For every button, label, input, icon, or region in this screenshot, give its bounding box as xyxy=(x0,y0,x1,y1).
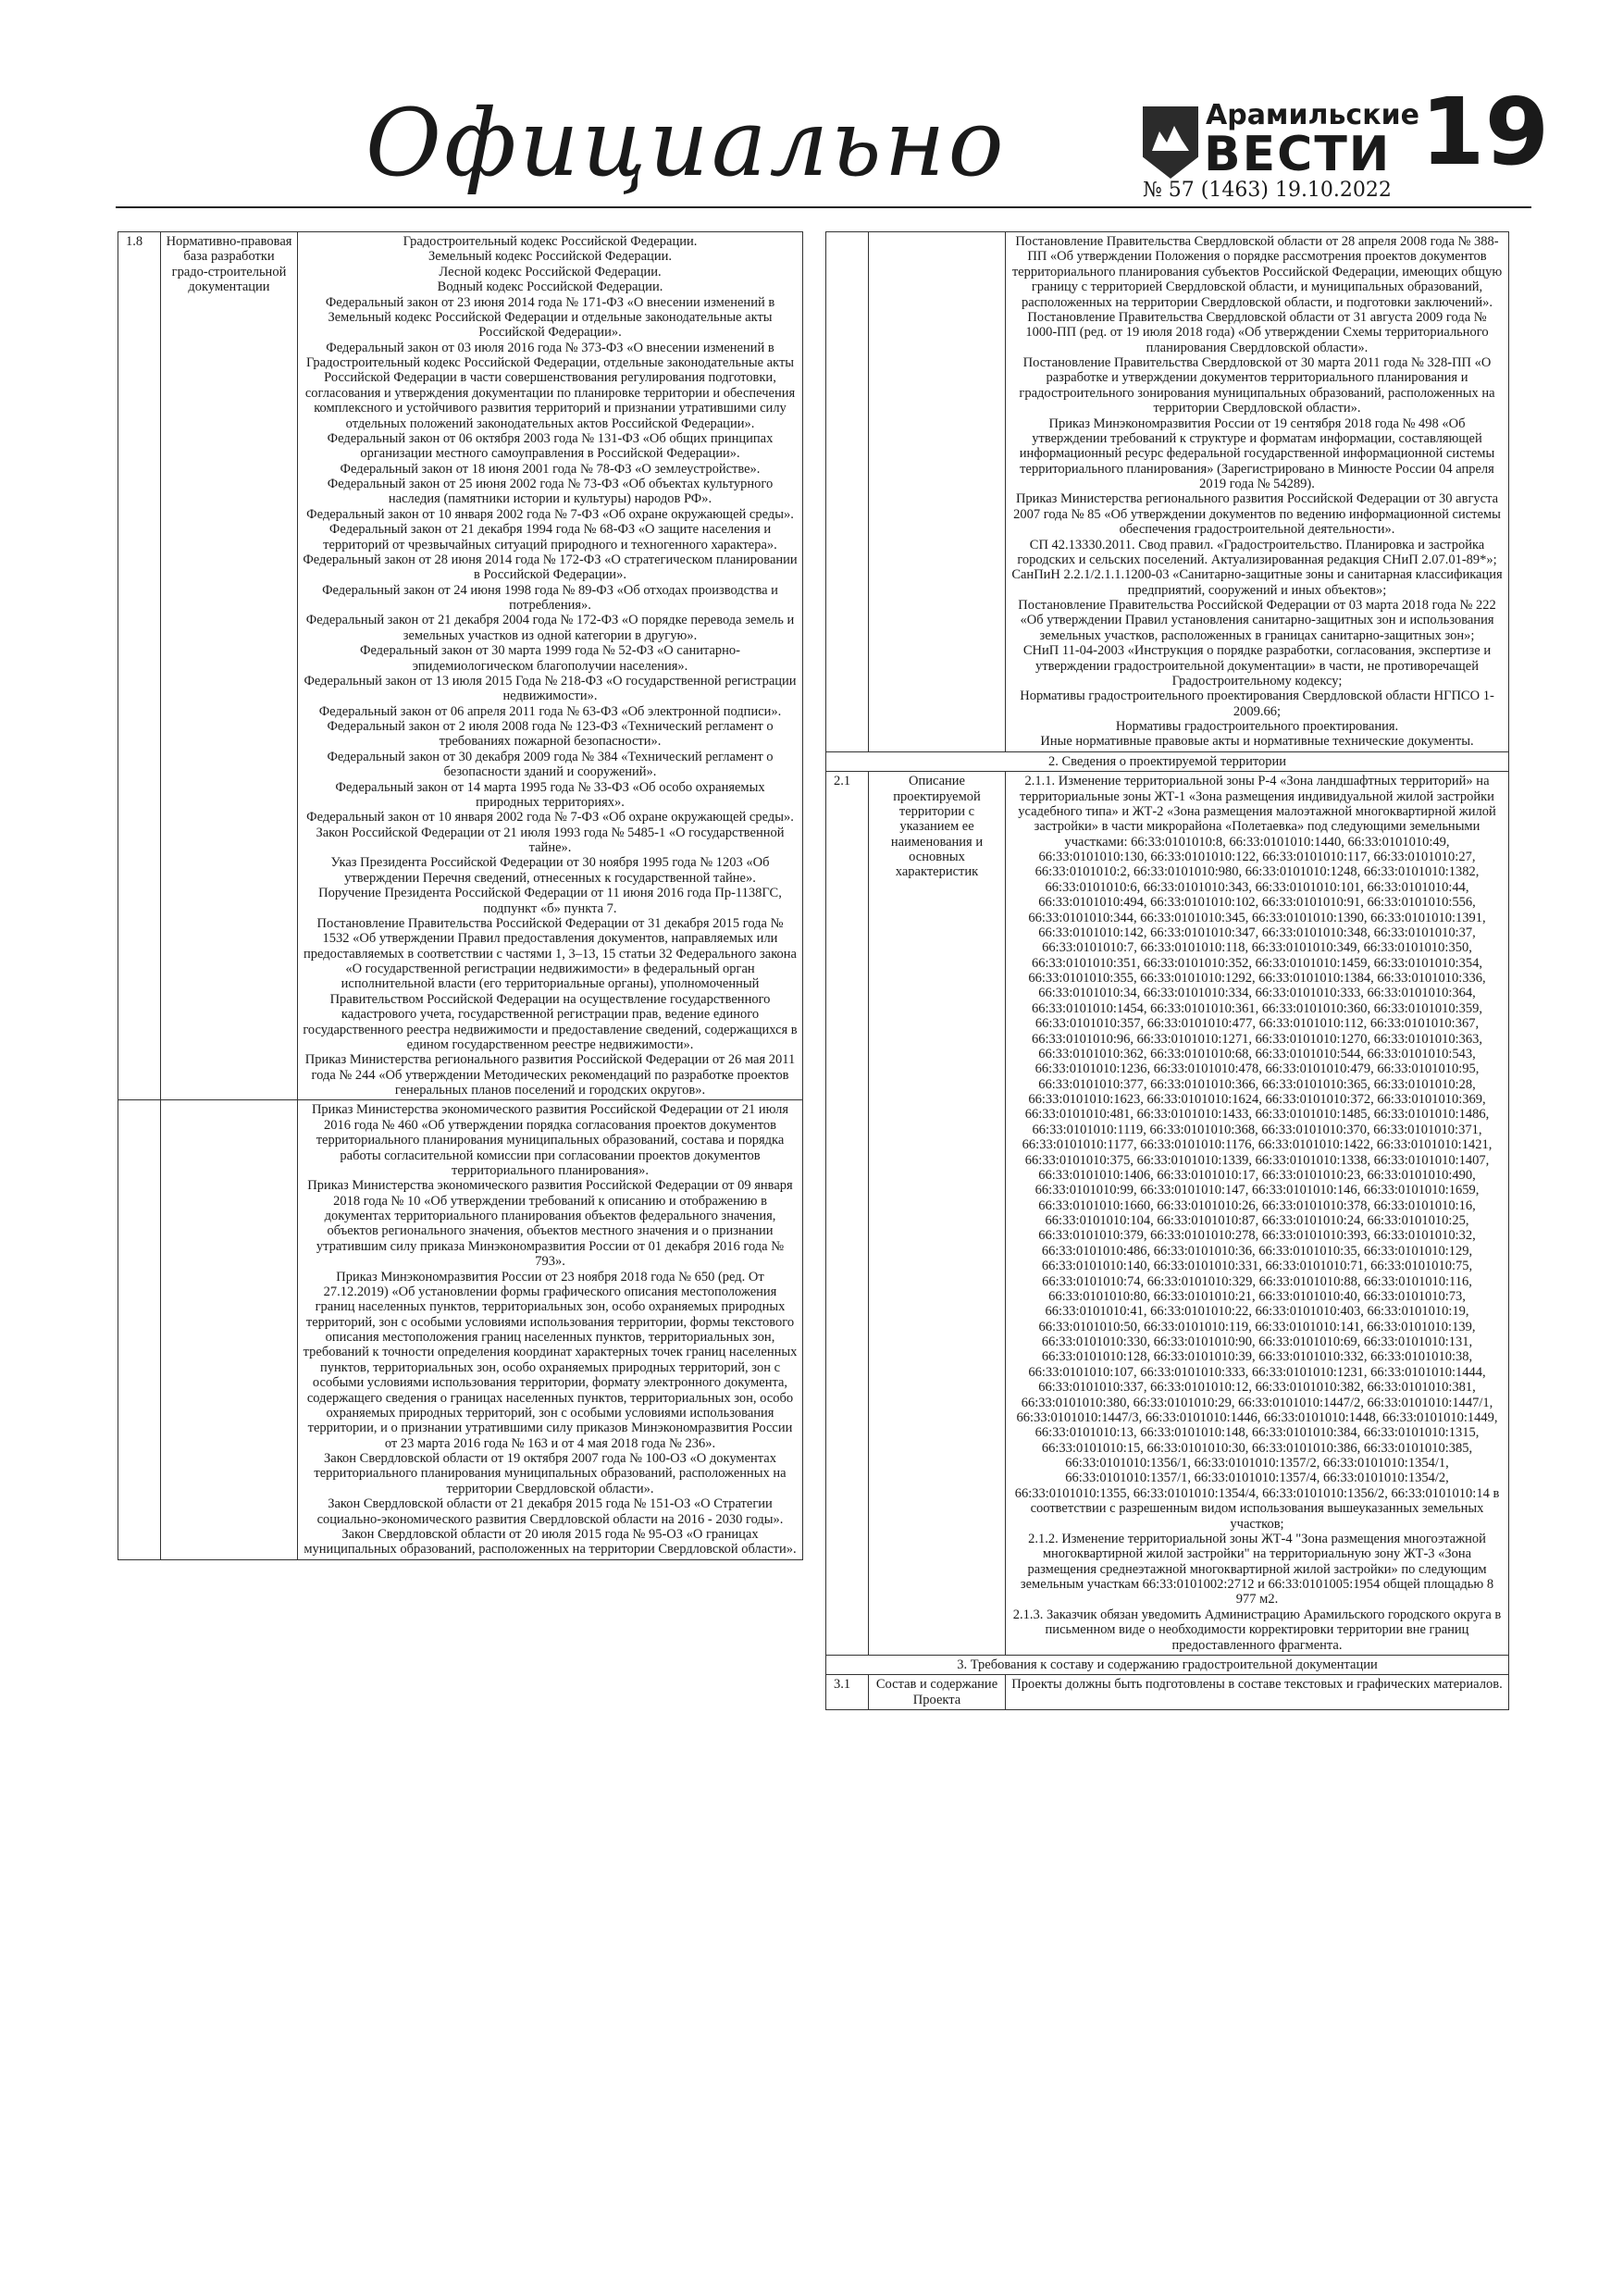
document-paragraph: Приказ Министерства экономического развития Российской Федерации от 09 января 2018 года № 10 «Об утверждении требований к описанию и отображению в документах территориального планирования объектов федерального значения, объектов регионального значения, объектов местного значения и о признании утратившим силу приказа Минэкономразвития России от 01 декабря 2016 года № 793». xyxy=(307,1178,793,1270)
row-number xyxy=(826,232,869,752)
document-paragraph: Приказ Министерства регионального развития Российской Федерации от 30 августа 2007 года № 85 «Об утверждении документов по ведению информационной системы обеспечения градостроительной деятельности». xyxy=(1013,491,1501,538)
document-paragraph: Закон Российской Федерации от 21 июля 1993 года № 5485-1 «О государственной тайне». xyxy=(316,825,785,855)
left-table xyxy=(118,231,803,1560)
document-paragraph: Федеральный закон от 30 марта 1999 года № 52-ФЗ «О санитарно-эпидемиологическом благополучии населения». xyxy=(359,643,741,674)
document-paragraph: Федеральный закон от 21 декабря 2004 года № 172-ФЗ «О порядке перевода земель и земельных участков из одной категории в другую». xyxy=(305,613,795,643)
document-paragraph: Постановление Правительства Свердловской области от 31 августа 2009 года № 1000-ПП (ред. от 19 июля 2018 года) «Об утверждении Схемы территориального планирования Свердловской области». xyxy=(1025,309,1489,355)
row-number xyxy=(118,1100,161,1559)
document-paragraph: Нормативы градостроительного проектирования Свердловской области НГПСО 1-2009.66; xyxy=(1020,689,1494,719)
table-row xyxy=(826,772,1509,1656)
document-paragraph: Федеральный закон от 10 января 2002 года № 7-ФЗ «Об охране окружающей среды». xyxy=(306,506,794,522)
document-paragraph: Земельный кодекс Российской Федерации. xyxy=(428,249,672,265)
row-number: 2.1 xyxy=(826,772,869,1656)
table-row xyxy=(826,1675,1509,1710)
document-paragraph: Федеральный закон от 03 июля 2016 года № 373-ФЗ «О внесении изменений в Градостроительный кодекс Российской Федерации, отдельные законодательные акты Российской Федерации в части совершенствования регулирования подготовки, согласования и утверждения документации по планировке территории и обеспечения комплексного и устойчивого развития территорий и признании утратившими силу отдельных положений законодательных актов Российской Федерации». xyxy=(304,340,796,431)
document-paragraph: СП 42.13330.2011. Свод правил. «Градостроительство. Планировка и застройка городских и сельских поселений. Актуализированная редакция СНиП 2.07.01-89*»; xyxy=(1017,537,1497,567)
section-heading-row xyxy=(826,1655,1509,1674)
document-paragraph: 2.1.3. Заказчик обязан уведомить Администрацию Арамильского городского округа в письменном виде о необходимости корректировки территории вне границ предоставленного фрагмента. xyxy=(1012,1607,1502,1653)
coat-of-arms-icon xyxy=(1143,106,1198,179)
document-paragraph: Постановление Правительства Российской Федерации от 31 декабря 2015 года № 1532 «Об утверждении Правил предоставления документов, направляемых или предоставляемых в соответствии с частями 1, 3–13, 15 статьи 32 Федерального закона «О государственной регистрации недвижимости» в федеральный орган исполнительной власти (его территориальные органы), уполномоченный Правительством Российской Федерации на осуществление государственного кадастрового учета, государственной регистрации прав, ведение единого государственного реестра недвижимости и предоставление сведений, содержащихся в едином государственном реестре недвижимости». xyxy=(303,915,798,1052)
document-paragraph: Федеральный закон от 06 апреля 2011 года № 63-ФЗ «Об электронной подписи». xyxy=(318,703,782,719)
page-header xyxy=(116,78,1550,217)
row-label: Нормативно-правовая база разработки градо-строительной документации xyxy=(161,232,298,1100)
document-paragraph: Федеральный закон от 23 июня 2014 года № 171-ФЗ «О внесении изменений в Земельный кодекс Российской Федерации и отдельные законодательные акты Российской Федерации». xyxy=(325,294,775,341)
document-paragraph: Градостроительный кодекс Российской Федерации. xyxy=(403,234,698,249)
header-rule xyxy=(116,206,1531,208)
section-title: Официально xyxy=(365,89,1007,197)
row-content xyxy=(298,232,803,1100)
document-paragraph: Приказ Минэкономразвития России от 23 ноября 2018 года № 650 (ред. От 27.12.2019) «Об установлении формы графического описания местоположения границ населенных пунктов, территориальных зон, особо охраняемых природных территорий, зон с особыми условиями использования территории, формы текстового описания местоположения границ населенных пунктов, территориальных зон, требований к точности определения координат характерных точек границ населенных пунктов, территориальных зон, особо охраняемых природных территорий, зон с особыми условиями использования территории, формату электронного документа, содержащего сведения о границах населенных пунктов, территориальных зон, особо охраняемых природных территорий, зон с особыми условиями использования территории, и о признании утратившими силу приказов Минэкономразвития России от 23 марта 2016 года № 163 и от 4 мая 2018 года № 236». xyxy=(303,1269,798,1451)
document-paragraph: 2.1.1. Изменение территориальной зоны Р-4 «Зона ландшафтных территорий» на территориальные зоны ЖТ-1 «Зона размещения индивидуальной жилой застройки усадебного типа» и ЖТ-2 «Зона размещения малоэтажной многоквартирной жилой застройки» в части микрорайона «Полетаевка» под следующими земельными участками: 66:33:0101010:8, 66:33:0101010:1440, 66:33:0101010:49, 66:33:0101010:130, 66:33:0101010:122, 66:33:0101010:117, 66:33:0101010:27, 66:33:0101010:2, 66:33:0101010:980, 66:33:0101010:1248, 66:33:0101010:1382, 66:33:0101010:6, 66:33:0101010:343, 66:33:0101010:101, 66:33:0101010:44, 66:33:0101010:494, 66:33:0101010:102, 66:33:0101010:91, 66:33:0101010:556, 66:33:0101010:344, 66:33:0101010:345, 66:33:0101010:1390, 66:33:0101010:1391, 66:33:0101010:142, 66:33:0101010:347, 66:33:0101010:348, 66:33:0101010:37, 66:33:0101010:7, 66:33:0101010:118, 66:33:0101010:349, 66:33:0101010:350, 66:33:0101010:351, 66:33:0101010:352, 66:33:0101010:1459, 66:33:0101010:354, 66:33:0101010:355, 66:33:0101010:1292, 66:33:0101010:1384, 66:33:0101010:336, 66:33:0101010:34, 66:33:0101010:334, 66:33:0101010:333, 66:33:0101010:364, 66:33:0101010:1454, 66:33:0101010:361, 66:33:0101010:360, 66:33:0101010:359, 66:33:0101010:357, 66:33:0101010:477, 66:33:0101010:112, 66:33:0101010:367, 66:33:0101010:96, 66:33:0101010:1271, 66:33:0101010:1270, 66:33:0101010:363, 66:33:0101010:362, 66:33:0101010:68, 66:33:0101010:544, 66:33:0101010:543, 66:33:0101010:1236, 66:33:0101010:478, 66:33:0101010:479, 66:33:0101010:95, 66:33:0101010:377, 66:33:0101010:366, 66:33:0101010:365, 66:33:0101010:28, 66:33:0101010:1623, 66:33:0101010:1624, 66:33:0101010:372, 66:33:0101010:369, 66:33:0101010:481, 66:33:0101010:1433, 66:33:0101010:1485, 66:33:0101010:1486, 66:33:0101010:1119, 66:33:0101010:368, 66:33:0101010:370, 66:33:0101010:371, 66:33:0101010:1177, 66:33:0101010:1176, 66:33:0101010:1422, 66:33:0101010:1421, 66:33:0101010:375, 66:33:0101010:1339, 66:33:0101010:1338, 66:33:0101010:1407, 66:33:0101010:1406, 66:33:0101010:17, 66:33:0101010:23, 66:33:0101010:490, 66:33:0101010:99, 66:33:0101010:147, 66:33:0101010:146, 66:33:0101010:1659, 66:33:0101010:1660, 66:33:0101010:26, 66:33:0101010:378, 66:33:0101010:16, 66:33:0101010:104, 66:33:0101010:87, 66:33:0101010:24, 66:33:0101010:25, 66:33:0101010:379, 66:33:0101010:278, 66:33:0101010:393, 66:33:0101010:32, 66:33:0101010:486, 66:33:0101010:36, 66:33:0101010:35, 66:33:0101010:129, 66:33:0101010:140, 66:33:0101010:331, 66:33:0101010:71, 66:33:0101010:75, 66:33:0101010:74, 66:33:0101010:329, 66:33:0101010:88, 66:33:0101010:116, 66:33:0101010:80, 66:33:0101010:21, 66:33:0101010:40, 66:33:0101010:73, 66:33:0101010:41, 66:33:0101010:22, 66:33:0101010:403, 66:33:0101010:19, 66:33:0101010:50, 66:33:0101010:119, 66:33:0101010:141, 66:33:0101010:139, 66:33:0101010:330, 66:33:0101010:90, 66:33:0101010:69, 66:33:0101010:131, 66:33:0101010:128, 66:33:0101010:39, 66:33:0101010:332, 66:33:0101010:38, 66:33:0101010:107, 66:33:0101010:333, 66:33:0101010:1231, 66:33:0101010:1444, 66:33:0101010:337, 66:33:0101010:12, 66:33:0101010:382, 66:33:0101010:381, 66:33:0101010:380, 66:33:0101010:29, 66:33:0101010:1447/2, 66:33:0101010:1447/1, 66:33:0101010:1447/3, 66:33:0101010:1446, 66:33:0101010:1448, 66:33:0101010:1449, 66:33:0101010:13, 66:33:0101010:148, 66:33:0101010:384, 66:33:0101010:1315, 66:33:0101010:15, 66:33:0101010:30, 66:33:0101010:386, 66:33:0101010:385, 66:33:0101010:1356/1, 66:33:0101010:1357/2, 66:33:0101010:1354/1, 66:33:0101010:1357/1, 66:33:0101010:1357/4, 66:33:0101010:1354/2, 66:33:0101010:1355, 66:33:0101010:1354/4, 66:33:0101010:1356/2, 66:33:0101010:14 в соответствии с разрешенным видом использования вышеуказанных земельных участков; xyxy=(1014,774,1500,1532)
document-paragraph: Закон Свердловской области от 21 декабря 2015 года № 151-ОЗ «О Стратегии социально-экономического развития Свердловской области на 2016 - 2030 годы». xyxy=(316,1496,784,1527)
row-content xyxy=(298,1100,803,1559)
document-paragraph: Федеральный закон от 24 июня 1998 года № 89-ФЗ «Об отходах производства и потребления». xyxy=(322,582,778,613)
document-paragraph: Поручение Президента Российской Федерации от 11 июня 2016 года Пр-1138ГС, подпункт «б» пункта 7. xyxy=(318,886,782,916)
document-paragraph: Федеральный закон от 25 июня 2002 года № 73-ФЗ «Об объектах культурного наследия (памятники истории и культуры) народов РФ». xyxy=(327,477,774,507)
row-content xyxy=(1006,232,1509,752)
logo-line1: Арамильские xyxy=(1206,99,1419,131)
table-row xyxy=(118,1100,803,1559)
document-paragraph: Приказ Министерства экономического развития Российской Федерации от 21 июля 2016 года № 460 «Об утверждении порядка согласования проектов документов территориального планирования муниципальных образований, состава и порядка работы согласительной комиссии при согласовании проектов документов территориального планирования». xyxy=(311,1102,789,1178)
section-heading: 2. Сведения о проектируемой территории xyxy=(826,751,1509,771)
section-heading: 3. Требования к составу и содержанию градостроительной документации xyxy=(826,1655,1509,1674)
document-paragraph: Постановление Правительства Свердловской от 30 марта 2011 года № 328-ПП «О разработке и утверждении документов территориального планирования и градостроительного зонирования муниципальных образований, расположенных на территории Свердловской области». xyxy=(1019,355,1495,416)
row-label xyxy=(161,1100,298,1559)
document-paragraph: Федеральный закон от 2 июля 2008 года № 123-ФЗ «Технический регламент о требованиях пожарной безопасности». xyxy=(327,719,774,750)
table-row xyxy=(118,232,803,1100)
document-paragraph: Закон Свердловской области от 19 октября 2007 года № 100-ОЗ «О документах территориального планирования муниципальных образований, расположенных на территории Свердловской области». xyxy=(314,1451,787,1496)
document-paragraph: Приказ Минэкономразвития России от 19 сентября 2018 года № 498 «Об утверждении требований к структуре и форматам информации, составляющей информационный ресурс федеральной государственной информационной системы территориального планирования» (Зарегистрировано в Минюсте России 04 апреля 2019 года № 54289). xyxy=(1019,416,1495,491)
document-paragraph: Постановление Правительства Российской Федерации от 03 марта 2018 года № 222 «Об утверждении Правил установления санитарно-защитных зон и использования земельных участков, расположенных в границах санитарно-защитных зон»; xyxy=(1018,598,1496,643)
document-paragraph: Федеральный закон от 18 июня 2001 года № 78-ФЗ «О землеустройстве». xyxy=(340,461,761,477)
document-paragraph: Приказ Министерства регионального развития Российской Федерации от 26 мая 2011 года № 244 «Об утверждении Методических рекомендаций по разработке проектов генеральных планов поселений и городских округов». xyxy=(304,1052,796,1098)
newspaper-logo xyxy=(1143,95,1419,188)
section-heading-row xyxy=(826,751,1509,771)
document-paragraph: Нормативы градостроительного проектирования. xyxy=(1115,719,1399,734)
document-paragraph: Закон Свердловской области от 20 июля 2015 года № 95-ОЗ «О границах муниципальных образований, расположенных на территории Свердловской области». xyxy=(304,1526,797,1558)
row-label: Описание проектируемой территории с указанием ее наименования и основных характеристик xyxy=(869,772,1006,1656)
right-table xyxy=(825,231,1509,1710)
row-number: 3.1 xyxy=(826,1675,869,1710)
row-content xyxy=(1006,772,1509,1656)
document-paragraph: Водный кодекс Российской Федерации. xyxy=(437,279,663,295)
document-paragraph: СанПиН 2.2.1/2.1.1.1200-03 «Санитарно-защитные зоны и санитарная классификация предприятий, сооружений и иных объектов»; xyxy=(1011,567,1503,598)
document-paragraph: Федеральный закон от 10 января 2002 года № 7-ФЗ «Об охране окружающей среды». xyxy=(306,810,794,825)
logo-line2: ВЕСТИ xyxy=(1204,127,1392,182)
document-paragraph: 2.1.2. Изменение территориальной зоны ЖТ-4 "Зона размещения многоэтажной многоквартирной жилой застройки" на территориальную зону ЖТ-3 «Зона размещения среднеэтажной многоквартирной жилой застройки» по следующим земельным участкам 66:33:0101002:2712 и 66:33:0101005:1954 общей площадью 8 977 м2. xyxy=(1020,1531,1494,1607)
table-row xyxy=(826,232,1509,752)
row-number: 1.8 xyxy=(118,232,161,1100)
document-paragraph: Иные нормативные правовые акты и нормативные технические документы. xyxy=(1040,734,1474,750)
row-label xyxy=(869,232,1006,752)
document-paragraph: Федеральный закон от 28 июня 2014 года № 172-ФЗ «О стратегическом планировании в Российской Федерации». xyxy=(303,552,798,583)
row-content: Проекты должны быть подготовлены в составе текстовых и графических материалов. xyxy=(1006,1675,1509,1710)
issue-info: № 57 (1463) 19.10.2022 xyxy=(1143,179,1392,202)
row-label: Состав и содержание Проекта xyxy=(869,1675,1006,1710)
document-paragraph: Федеральный закон от 13 июля 2015 Года № 218-ФЗ «О государственной регистрации недвижимости». xyxy=(304,673,797,704)
document-paragraph: Постановление Правительства Свердловской области от 28 апреля 2008 года № 388-ПП «Об утверждении Положения о порядке рассмотрения проектов документов территориального планирования субъектов Российской Федерации, имеющих общую границу с территорией Свердловской области, и муниципальных образований, расположенных на территории Свердловской области, и подготовки заключений». xyxy=(1011,234,1503,310)
document-paragraph: Федеральный закон от 06 октября 2003 года № 131-ФЗ «Об общих принципах организации местного самоуправления в Российской Федерации». xyxy=(327,430,774,462)
document-paragraph: Указ Президента Российской Федерации от 30 ноября 1995 года № 1203 «Об утверждении Перечня сведений, отнесенных к государственной тайне». xyxy=(330,855,770,886)
document-paragraph: Федеральный закон от 30 декабря 2009 года № 384 «Технический регламент о безопасности зданий и сооружений». xyxy=(327,749,774,780)
document-paragraph: Федеральный закон от 14 марта 1995 года № 33-ФЗ «Об особо охраняемых природных территориях». xyxy=(335,779,765,810)
document-paragraph: Федеральный закон от 21 декабря 1994 года № 68-ФЗ «О защите населения и территорий от чрезвычайных ситуаций природного и техногенного характера». xyxy=(323,522,777,552)
document-paragraph: Лесной кодекс Российской Федерации. xyxy=(439,264,662,279)
document-paragraph: СНиП 11-04-2003 «Инструкция о порядке разработки, согласования, экспертизе и утверждении градостроительной документации» в части, не противоречащей Градостроительному кодексу; xyxy=(1022,643,1492,689)
page-number: 19 xyxy=(1420,78,1550,186)
